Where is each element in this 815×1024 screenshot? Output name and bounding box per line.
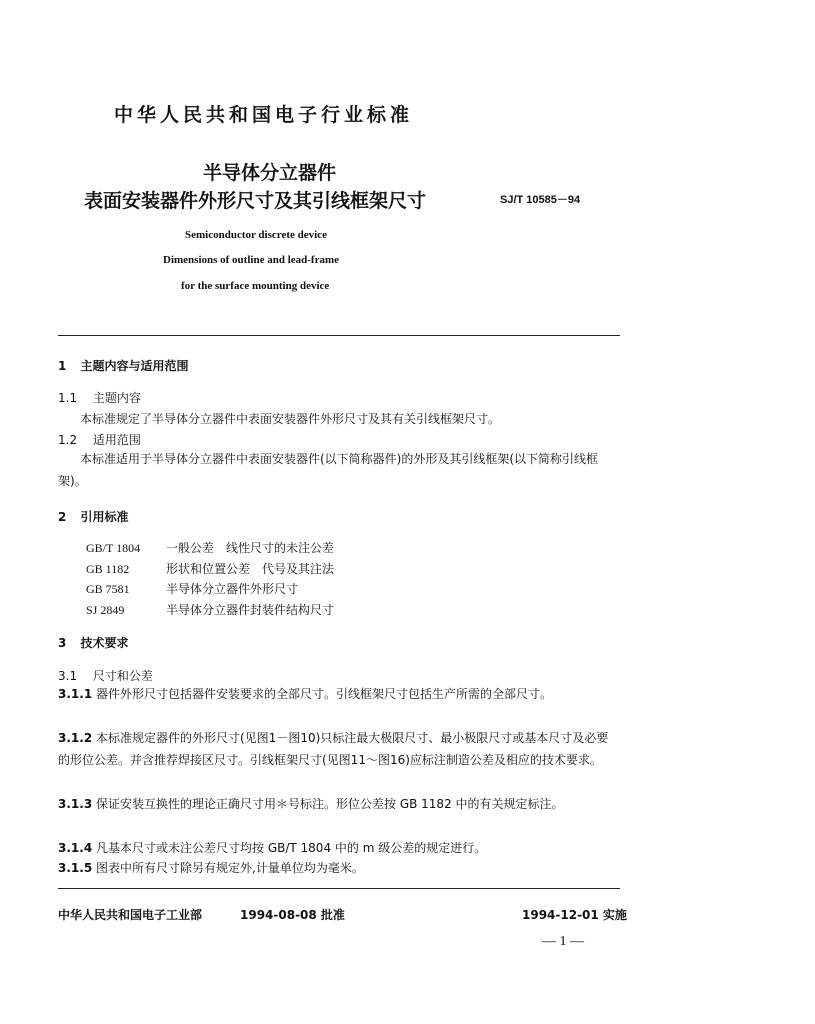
- section-number: 1.1: [58, 391, 78, 405]
- reference-name: 半导体分立器件外形尺寸: [166, 582, 299, 596]
- clause-text: 本标准规定器件的外形尺寸(见图1－图10)只标注最大极限尺寸、最小极限尺寸或基本尺寸及必要的形位公差。并含推荐焊接区尺寸。引线框架尺寸(见图11～图16)应标注制造公差及相应的技术要求。: [58, 731, 609, 767]
- section-number: 1.2: [58, 433, 78, 447]
- reference-name: 半导体分立器件封装件结构尺寸: [166, 603, 335, 617]
- reference-code: SJ 2849: [86, 603, 125, 617]
- section-3-1-4: [58, 837, 620, 859]
- page-number: — 1 —: [542, 934, 584, 949]
- section-title: 适用范围: [92, 433, 141, 447]
- reference-item: [86, 580, 298, 597]
- clause-text: 凡基本尺寸或未注公差尺寸均按 GB/T 1804 中的 m 级公差的规定进行。: [96, 841, 487, 855]
- section-3-heading: [58, 634, 129, 651]
- section-title: 尺寸和公差: [92, 669, 153, 683]
- reference-code: GB 7581: [86, 582, 130, 596]
- reference-item: [86, 601, 334, 618]
- issuing-authority: 中华人民共和国电子工业部: [58, 908, 203, 922]
- reference-code: GB/T 1804: [86, 541, 141, 555]
- section-1-1-text: 本标准规定了半导体分立器件中表面安装器件外形尺寸及其有关引线框架尺寸。: [80, 412, 501, 426]
- approval-date: 1994-08-08 批准: [240, 908, 345, 922]
- section-1-heading: [58, 357, 189, 374]
- clause-number: 3.1.5: [58, 861, 93, 875]
- title-line-1: 半导体分立器件: [203, 162, 337, 184]
- section-number: 3.1: [58, 669, 78, 683]
- section-number: 2: [58, 510, 67, 524]
- clause-text: 图表中所有尺寸除另有规定外,计量单位均为毫米。: [96, 861, 364, 875]
- section-3-1-3: [58, 793, 620, 815]
- clause-number: 3.1.3: [58, 797, 93, 811]
- clause-number: 3.1.2: [58, 731, 93, 745]
- clause-number: 3.1.4: [58, 841, 93, 855]
- reference-name: 一般公差 线性尺寸的未注公差: [166, 541, 335, 555]
- english-title-line-3: for the surface mounting device: [181, 280, 330, 292]
- section-title: 引用标准: [80, 510, 129, 524]
- clause-text: 器件外形尺寸包括器件安装要求的全部尺寸。引线框架尺寸包括生产所需的全部尺寸。: [96, 687, 553, 701]
- section-1-2-text: 本标准适用于半导体分立器件中表面安装器件(以下简称器件)的外形及其引线框架(以下简称引线框架)。: [58, 452, 599, 488]
- clause-text: 保证安装互换性的理论正确尺寸用＊号标注。形位公差按 GB 1182 中的有关规定标注。: [96, 797, 564, 811]
- section-title: 技术要求: [80, 636, 129, 650]
- section-1-2-heading: [58, 431, 141, 448]
- english-title-line-2: Dimensions of outline and lead-frame: [163, 254, 339, 266]
- title-line-2: 表面安装器件外形尺寸及其引线框架尺寸: [84, 190, 427, 212]
- clause-number: 3.1.1: [58, 687, 93, 701]
- reference-item: [86, 560, 334, 577]
- section-2-heading: [58, 508, 129, 525]
- section-title: 主题内容: [92, 391, 141, 405]
- section-1-1-heading: [58, 389, 141, 406]
- bottom-divider: [58, 888, 620, 889]
- section-3-1-1: [58, 683, 620, 705]
- standard-number: SJ/T 10585－94: [500, 194, 581, 206]
- implementation-date: 1994-12-01 实施: [522, 908, 627, 922]
- standard-category-header: 中华人民共和国电子行业标准: [114, 104, 414, 126]
- section-title: 主题内容与适用范围: [80, 359, 189, 373]
- reference-item: [86, 539, 334, 556]
- section-3-1-heading: [58, 667, 153, 684]
- section-3-1-2: [58, 727, 620, 771]
- top-divider: [58, 335, 620, 336]
- english-title-line-1: Semiconductor discrete device: [185, 229, 327, 241]
- section-3-1-5: [58, 857, 620, 879]
- reference-name: 形状和位置公差 代号及其注法: [166, 562, 335, 576]
- section-number: 1: [58, 359, 67, 373]
- reference-code: GB 1182: [86, 562, 130, 576]
- section-number: 3: [58, 636, 67, 650]
